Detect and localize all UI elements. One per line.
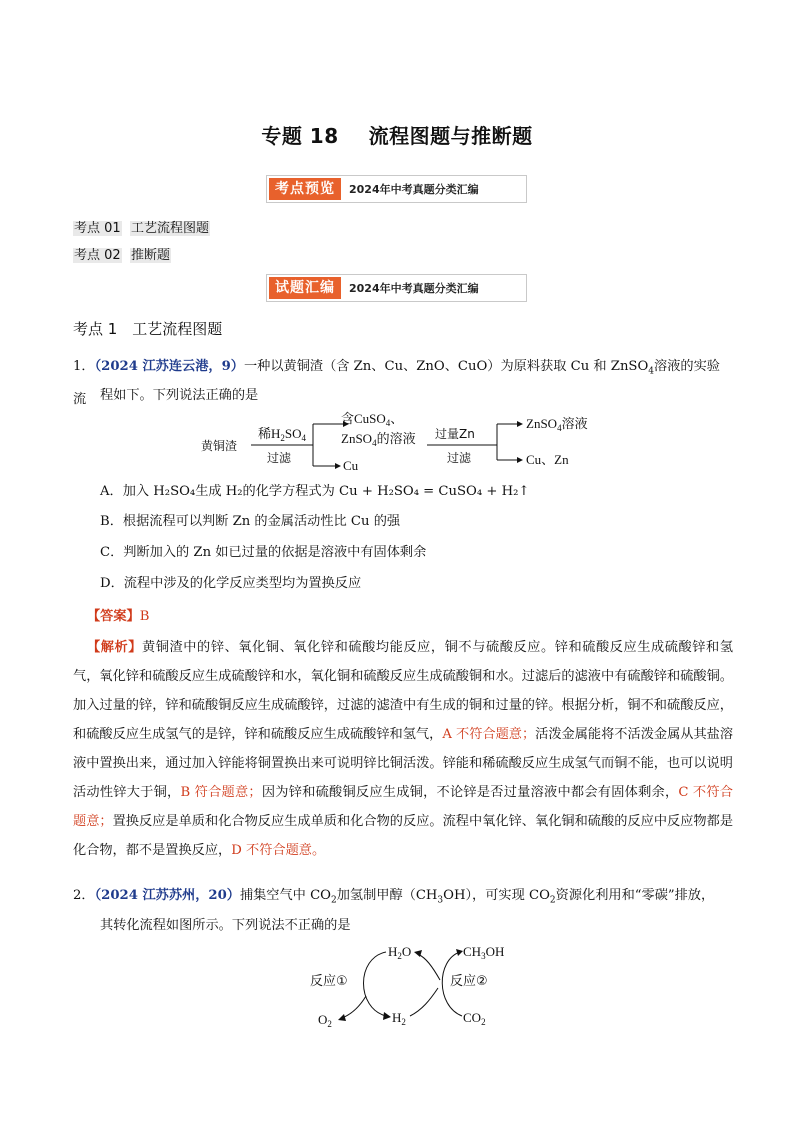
kaodian-label: 考点 01: [74, 221, 121, 236]
option-a: A．加入 H₂SO₄生成 H₂的化学方程式为 Cu + H₂SO₄ = CuSO₄ + H₂↑: [100, 484, 530, 499]
stem-text: 溶液的实验流: [73, 359, 720, 407]
reaction-2-label: 反应②: [450, 974, 488, 989]
cycle-diagram: [300, 940, 530, 1030]
step2-bottom-label: 过滤: [447, 451, 472, 465]
option-d: D．流程中涉及的化学反应类型均为置换反应: [100, 576, 362, 591]
question-source: （2024 江苏连云港，9）: [94, 359, 244, 374]
banner-tag: 考点预览: [269, 178, 341, 200]
end-bottom-label: Cu、Zn: [526, 452, 569, 467]
question-number: 2．: [73, 888, 95, 903]
h2o-label: $H_2O$: [388, 944, 412, 961]
option-b: B．根据流程可以判断 Zn 的金属活动性比 Cu 的强: [100, 514, 401, 529]
question-1-stem-line2: 程如下。下列说法正确的是: [100, 388, 259, 403]
h2-label: $H_2$: [392, 1010, 406, 1027]
exercises-banner: [266, 274, 527, 302]
stem-sub: 4: [648, 366, 655, 377]
analysis-option-d: D 不符合题意。: [231, 843, 326, 858]
stem-text: OH），可实现 CO: [443, 888, 550, 903]
preview-banner: [266, 175, 527, 203]
step1-top-label: 稀$H_2SO_4$: [258, 426, 307, 443]
kaodian-text: 推断题: [130, 248, 170, 263]
step1-bottom-label: 过滤: [267, 451, 292, 465]
analysis-label: 【解析】: [87, 640, 143, 655]
analysis-option-a: A 不符合题意；: [442, 727, 536, 742]
answer-value: B: [139, 609, 150, 624]
stem-text: 一种以黄铜渣（含 Zn、Cu、ZnO、CuO）为原料获取 Cu 和 ZnSO: [243, 359, 649, 374]
mid-line1: 含CuSO$_4$、: [341, 411, 404, 428]
stem-text: 加氢制甲醇（CH: [336, 888, 438, 903]
cycle-diagram-svg: [300, 940, 530, 1030]
section-heading: 考点 1 工艺流程图题: [73, 320, 223, 338]
question-number: 1．: [73, 359, 95, 374]
answer-line: [87, 603, 149, 631]
flow-diagram-svg: [195, 410, 615, 476]
mid-solid: Cu: [343, 458, 359, 473]
analysis-option-b: B 符合题意；: [180, 785, 262, 800]
analysis-text: 因为锌和硫酸铜反应生成铜，不论锌是否过量溶液中都会有固体剩余，: [261, 785, 679, 800]
o2-label: $O_2$: [318, 1012, 332, 1029]
title-part2: 流程图题与推断题: [368, 124, 533, 148]
analysis-paragraph: [73, 633, 733, 865]
banner-tag: 试题汇编: [269, 277, 341, 299]
question-2-stem: 2．（2024 江苏苏州，20）捕集空气中 $CO_2$加氢制甲醇$(CH_3OH)$，可实现 $CO_2$资源化利用和“零碳”排放，: [73, 888, 715, 906]
end-top-label: ZnSO$_4$溶液: [526, 416, 588, 433]
kaodian-text: 工艺流程图题: [130, 221, 209, 236]
ch3oh-label: $CH_3OH$: [463, 944, 505, 961]
co2-label: $CO_2$: [463, 1010, 486, 1027]
question-source: （2024 江苏苏州，20）: [94, 888, 240, 903]
answer-label: 【答案】: [87, 609, 140, 624]
page-title: [0, 120, 794, 149]
analysis-text: 黄铜渣中的锌、氧化铜、氧化锌和硫酸均能反应，铜不与硫酸反应。锌和硫酸反应生成硫酸锌和氢气，氧化锌和硫酸反应生成硫酸锌和水，氧化铜和硫酸反应生成硫酸铜和水。过滤后的滤液中有硫酸锌和硫酸铜。加入过量的锌，锌和硫酸铜反应生成硫酸锌，过滤的滤渣中有生成的铜和过量的锌。根据分析，铜不和硫酸反应，和硫酸反应生成氢气的是锌，锌和硫酸反应生成硫酸锌和氢气，: [73, 640, 734, 742]
stem-text: 捕集空气中 CO: [239, 888, 331, 903]
analysis-text: 置换反应是单质和化合物反应生成单质和化合物的反应。流程中氧化锌、氧化铜和硫酸的反应中反应物都是化合物，都不是置换反应，: [73, 814, 734, 858]
title-part1: 专题 18: [261, 124, 339, 148]
stem-text: 资源化利用和“零碳”排放，: [555, 888, 715, 903]
banner-text: 2024年中考真题分类汇编: [349, 282, 479, 295]
kaodian-item: [73, 244, 171, 263]
kaodian-item: [73, 217, 210, 236]
reaction-1-label: 反应①: [310, 974, 348, 989]
flow-start-label: 黄铜渣: [201, 439, 238, 453]
kaodian-label: 考点 02: [74, 248, 121, 263]
option-c: C．判断加入的 Zn 如已过量的依据是溶液中有固体剩余: [100, 545, 427, 560]
process-flow-diagram: [195, 410, 615, 476]
banner-text: 2024年中考真题分类汇编: [349, 183, 479, 196]
step2-top-label: 过量Zn: [435, 427, 475, 441]
mid-line2: ZnSO$_4$的溶液: [341, 431, 416, 448]
analysis-option-c: C 不符合题意；: [73, 785, 733, 829]
analysis-text: 活泼金属能将不活泼金属从其盐溶液中置换出来，通过加入锌能将铜置换出来可说明锌比铜活泼。锌能和稀硫酸反应生成氢气而铜不能，也可以说明活动性锌大于铜，: [73, 727, 734, 800]
question-2-stem-line2: 其转化流程如图所示。下列说法不正确的是: [100, 918, 351, 933]
